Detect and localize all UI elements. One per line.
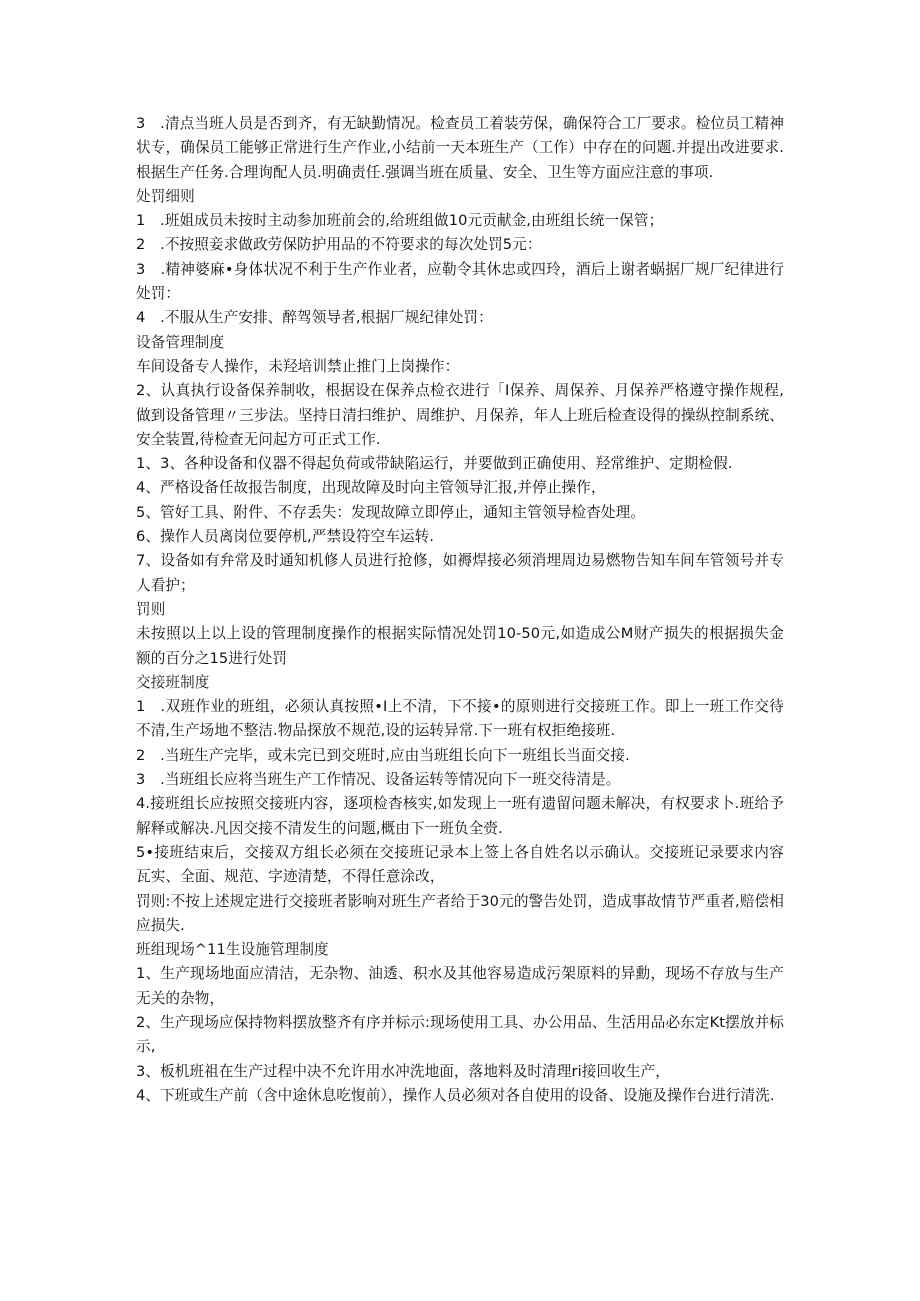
paragraph: 2 .当班生产完毕，或未完已到交班时,应由当班组长向下一班组长当面交接.	[136, 746, 630, 764]
paragraph: 2、认真执行设备保养制收，根据设在保养点检衣进行「I保养、周保养、月保养严格遵守操作规程,做到设备管理〃三步法。坚持日清扫维护、周维护、月保养，年人上班后检查设得的操纵控制系统、安全装置,待检查无问起方可正式工作.	[136, 382, 784, 448]
paragraph: 罚则:不按上述规定进行交接班者影响对班生产者给于30元的警告处罚，造成事故情节严重者,赔偿相应损失.	[136, 892, 784, 934]
paragraph: 3、板机班祖在生产过程中决不允许用水冲洗地面，落地料及时清理ri接回收生产，	[136, 1062, 670, 1080]
paragraph: 2 .不按照妾求做政劳保防护用品的不符要求的每次处罚5元：	[136, 236, 542, 254]
paragraph: 1、生产现场地面应清洁，无杂物、油透、积水及其他容易造成污架原料的异勳，现场不存放与生产无关的杂物，	[136, 965, 784, 1007]
section-heading: 交接班制度	[136, 673, 210, 691]
section-heading: 处罚细则	[136, 187, 195, 205]
paragraph: 6、操作人员离岗位要停机,严禁设符空车运转.	[136, 528, 435, 546]
paragraph: 4.接班组长应按照交接班内容，逐项检杳核实,如发现上一班有遗留问题未解决，有权要求卜.班给予解释或解决.凡因交接不清发生的问题,概由下一班负全赍.	[136, 795, 784, 837]
paragraph: 车间设备专人操作，未羟培训禁止推门上岗操作：	[136, 357, 460, 375]
paragraph: 未按照以上以上设的管理制度操作的根据实际情况处罚10-50元,如造成公M财产损失的根据损失金额的百分之15进行处罚	[136, 625, 784, 667]
paragraph: 5•接班结束后，交接双方组长必须在交接班记录本上签上各自姓名以示确认。交接班记录要求内容瓦实、全面、规范、字迹清楚，不得任意涂改，	[136, 843, 784, 886]
paragraph: 3 .精神婆麻•身体状况不利于生产作业者，应勒令其休忠或四玲，酒后上谢者蜗据厂规厂纪律进行处罚：	[136, 260, 784, 303]
paragraph: 5、管好工具、附件、不存丢失：发现故障立即停止，通知主管领导检杳处理。	[136, 503, 645, 521]
paragraph: 4、严格设备任故报告制度，出现故障及时向主管领导汇报,并停止操作，	[136, 479, 606, 497]
paragraph: 4、下班或生产前（含中途休息吃愎前），操作人员必须对各自使用的设备、设施及操作台进行清洗.	[136, 1086, 775, 1104]
paragraph: 1、3、各种设备和仪器不得起负荷或带缺陷运行，并要做到正确使用、羟常维护、定期检假.	[136, 455, 733, 473]
paragraph: 2、生产现场应保持物料摆放整齐有序并标示:现场使用工具、办公用品、生活用品必东定Kt摆放并标示,	[136, 1013, 784, 1056]
paragraph: 3 .清点当班人员是否到齐，有无缺勤情况。检查员工着装劳保，确保符合工厂要求。检位员工精神状专，确保员工能够正常进行生产作业,小结前一天本班生产（工作）中存在的问题.并提出改进要求.根据生产任务.合理询配人员.明确责任.强调当班在质量、安全、卫生等方面应注意的事项.	[136, 115, 784, 181]
section-heading: 罚则	[136, 600, 166, 618]
section-heading: 设备管理制度	[136, 333, 225, 351]
document-page	[136, 112, 784, 1108]
paragraph: 4 .不服从生产安排、醉驾领导者,根据厂规纪律处罚：	[136, 309, 493, 327]
paragraph: 7、设备如有弁常及时通知机修人员进行抢修，如褥焊接必须消埋周边易燃物告知车间车管领号并专人看护；	[136, 552, 784, 594]
paragraph: 1 .双班作业的班组，必须认真按照•I上不清，下不接•的原则进行交接班工作。即上一班工作交待不清,生产场地不整洁.物品探放不规范,设的运转异常.下一班有权拒绝接班.	[136, 698, 784, 740]
paragraph: 1 .班姐成员未按时主动参加班前会的,给班组做10元贡献金,由班组长统一保管；	[136, 212, 664, 230]
paragraph: 3 .当班组长应将当班生产工作情况、设备运转等情况向下一班交待清是。	[136, 771, 621, 789]
section-heading: 班组现场^11生设施管理制度	[136, 941, 329, 959]
